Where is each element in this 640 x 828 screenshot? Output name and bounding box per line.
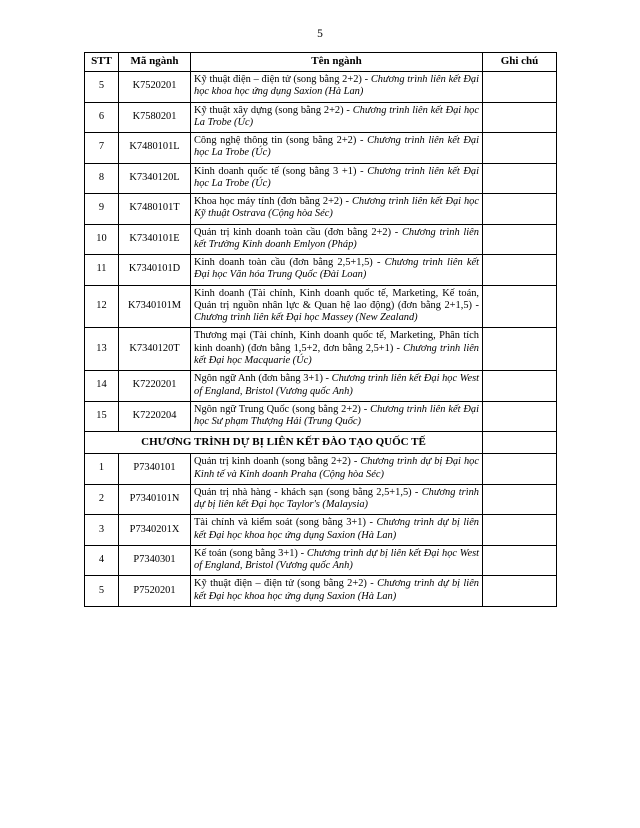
cell-ma-nganh: K7480101T bbox=[119, 194, 191, 225]
table-header-row bbox=[85, 53, 557, 72]
cell-ma-nganh: K7340101E bbox=[119, 224, 191, 255]
cell-ghi-chu bbox=[483, 432, 557, 454]
cell-ghi-chu bbox=[483, 194, 557, 225]
cell-ma-nganh: K7340120T bbox=[119, 328, 191, 371]
major-name-italic: Chương trình liên kết Đại học Sư phạm Thượng Hải (Trung Quốc) bbox=[194, 403, 479, 428]
cell-ghi-chu bbox=[483, 515, 557, 546]
page-number: 5 bbox=[317, 28, 323, 40]
cell-ghi-chu bbox=[483, 224, 557, 255]
major-name-plain: Quản trị nhà hàng - khách sạn (song bằng 2,5+1,5) - bbox=[194, 486, 422, 498]
cell-ten-nganh bbox=[191, 224, 483, 255]
cell-ten-nganh bbox=[191, 515, 483, 546]
cell-stt: 10 bbox=[85, 224, 119, 255]
cell-stt: 15 bbox=[85, 401, 119, 432]
major-name-italic: Chương trình liên kết Đại học Macquarie (Úc) bbox=[194, 342, 480, 367]
cell-ghi-chu bbox=[483, 484, 557, 515]
cell-ten-nganh bbox=[191, 371, 483, 402]
table-row bbox=[85, 102, 557, 133]
table-row bbox=[85, 454, 557, 485]
major-name-plain: Ngôn ngữ Trung Quốc (song bằng 2+2) - bbox=[194, 403, 371, 415]
cell-ten-nganh bbox=[191, 285, 483, 328]
major-name-italic: Chương trình liên kết Đại học khoa học ứng dụng Saxion (Hà Lan) bbox=[194, 73, 480, 98]
cell-ghi-chu bbox=[483, 328, 557, 371]
cell-stt: 7 bbox=[85, 133, 119, 164]
cell-stt: 8 bbox=[85, 163, 119, 194]
cell-ten-nganh bbox=[191, 163, 483, 194]
cell-stt: 4 bbox=[85, 545, 119, 576]
major-name-italic: Chương trình liên kết Đại học La Trobe (Úc) bbox=[194, 135, 479, 159]
cell-ghi-chu bbox=[483, 545, 557, 576]
cell-ten-nganh bbox=[191, 102, 483, 133]
cell-ma-nganh: P7340101 bbox=[119, 454, 191, 485]
cell-ma-nganh: K7520201 bbox=[119, 71, 191, 102]
major-name-italic: Chương trình dự bị liên kết Đại học Taylor's (Malaysia) bbox=[194, 486, 479, 511]
cell-ma-nganh: K7220204 bbox=[119, 401, 191, 432]
cell-stt: 3 bbox=[85, 515, 119, 546]
cell-ma-nganh: P7340201X bbox=[119, 515, 191, 546]
cell-ma-nganh: K7340120L bbox=[119, 163, 191, 194]
table-row bbox=[85, 285, 557, 328]
majors-table bbox=[84, 52, 557, 607]
cell-ten-nganh bbox=[191, 545, 483, 576]
major-name-italic: Chương trình dự bị liên kết Đại học khoa học ứng dụng Saxion (Hà Lan) bbox=[194, 578, 479, 602]
cell-stt: 1 bbox=[85, 454, 119, 485]
cell-stt: 11 bbox=[85, 255, 119, 286]
table-row bbox=[85, 371, 557, 402]
table-row bbox=[85, 545, 557, 576]
column-header-stt: STT bbox=[85, 53, 119, 72]
cell-stt: 5 bbox=[85, 71, 119, 102]
section-title: CHƯƠNG TRÌNH DỰ BỊ LIÊN KẾT ĐÀO TẠO QUỐC TẾ bbox=[85, 432, 483, 454]
major-name-italic: Chương trình liên kết Đại học La Trobe (Úc) bbox=[194, 165, 479, 189]
cell-ma-nganh: K7580201 bbox=[119, 102, 191, 133]
table-row bbox=[85, 71, 557, 102]
table-row bbox=[85, 194, 557, 225]
table-body bbox=[85, 71, 557, 606]
table-row bbox=[85, 133, 557, 164]
major-name-italic: Chương trình dự bị liên kết Đại học khoa học ứng dụng Saxion (Hà Lan) bbox=[194, 517, 479, 541]
major-name-italic: Chương trình liên kết Đại học La Trobe (Úc) bbox=[194, 104, 479, 128]
column-header-ma-nganh: Mã ngành bbox=[119, 53, 191, 72]
cell-ma-nganh: P7340101N bbox=[119, 484, 191, 515]
cell-ghi-chu bbox=[483, 102, 557, 133]
cell-ghi-chu bbox=[483, 401, 557, 432]
major-name-plain: Khoa học máy tính (đơn bằng 2+2) - bbox=[194, 196, 352, 208]
cell-ghi-chu bbox=[483, 255, 557, 286]
cell-ten-nganh bbox=[191, 454, 483, 485]
table-row bbox=[85, 576, 557, 607]
cell-ten-nganh bbox=[191, 328, 483, 371]
cell-ghi-chu bbox=[483, 454, 557, 485]
cell-stt: 13 bbox=[85, 328, 119, 371]
major-name-plain: Kinh doanh toàn cầu (đơn bằng 2,5+1,5) - bbox=[194, 257, 385, 269]
table-row bbox=[85, 163, 557, 194]
cell-stt: 14 bbox=[85, 371, 119, 402]
cell-stt: 12 bbox=[85, 285, 119, 328]
major-name-italic: Chương trình liên kết Đại học Văn hóa Trung Quốc (Đài Loan) bbox=[194, 257, 479, 281]
cell-ten-nganh bbox=[191, 133, 483, 164]
major-name-italic: Chương trình liên kết Trường Kinh doanh Emlyon (Pháp) bbox=[194, 226, 479, 250]
major-name-plain: Tài chính và kiểm soát (song bằng 3+1) - bbox=[194, 517, 377, 529]
cell-ten-nganh bbox=[191, 401, 483, 432]
column-header-ghi-chu: Ghi chú bbox=[483, 53, 557, 72]
column-header-ten-nganh: Tên ngành bbox=[191, 53, 483, 72]
table-row bbox=[85, 515, 557, 546]
cell-stt: 2 bbox=[85, 484, 119, 515]
cell-ma-nganh: K7340101M bbox=[119, 285, 191, 328]
major-name-italic: Chương trình liên kết Đại học Massey (New Zealand) bbox=[194, 312, 418, 324]
major-name-plain: Quản trị kinh doanh toàn cầu (đơn bằng 2+2) - bbox=[194, 226, 402, 238]
cell-ghi-chu bbox=[483, 71, 557, 102]
major-name-plain: Ngôn ngữ Anh (đơn bằng 3+1) - bbox=[194, 373, 332, 385]
table-row bbox=[85, 224, 557, 255]
major-name-italic: Chương trình liên kết Đại học West of England, Bristol (Vương quốc Anh) bbox=[194, 373, 479, 397]
major-name-plain: Thương mại (Tài chính, Kinh doanh quốc tế, Marketing, Phân tích kinh doanh) (đơn bằng 1,5+2, đơn bằng 2,5+1) - bbox=[194, 330, 479, 354]
cell-ten-nganh bbox=[191, 484, 483, 515]
cell-stt: 5 bbox=[85, 576, 119, 607]
cell-stt: 6 bbox=[85, 102, 119, 133]
major-name-plain: Công nghệ thông tin (song bằng 2+2) - bbox=[194, 135, 368, 147]
section-header-row bbox=[85, 432, 557, 454]
cell-ghi-chu bbox=[483, 576, 557, 607]
major-name-italic: Chương trình dự bị Đại học Kinh tế và Kinh doanh Praha (Cộng hòa Séc) bbox=[194, 456, 479, 480]
cell-stt: 9 bbox=[85, 194, 119, 225]
major-name-plain: Kế toán (song bằng 3+1) - bbox=[194, 547, 307, 559]
table-row bbox=[85, 328, 557, 371]
cell-ten-nganh bbox=[191, 194, 483, 225]
major-name-plain: Kỹ thuật xây dựng (song bằng 2+2) - bbox=[194, 104, 353, 116]
cell-ten-nganh bbox=[191, 255, 483, 286]
cell-ma-nganh: P7520201 bbox=[119, 576, 191, 607]
major-name-plain: Kỹ thuật điện – điện tử (song bằng 2+2) - bbox=[194, 578, 378, 590]
cell-ma-nganh: P7340301 bbox=[119, 545, 191, 576]
table-header bbox=[85, 53, 557, 72]
major-name-plain: Quản trị kinh doanh (song bằng 2+2) - bbox=[194, 456, 361, 468]
major-name-plain: Kinh doanh (Tài chính, Kinh doanh quốc tế, Marketing, Kế toán, Quản trị nguồn nhân lực & Quan hệ lao động) (đơn bằng 2+1,5) - bbox=[194, 287, 479, 311]
cell-ghi-chu bbox=[483, 163, 557, 194]
major-name-plain: Kinh doanh quốc tế (song bằng 3 +1) - bbox=[194, 165, 368, 177]
cell-ma-nganh: K7340101D bbox=[119, 255, 191, 286]
major-name-italic: Chương trình liên kết Đại học Kỹ thuật Ostrava (Cộng hòa Séc) bbox=[194, 196, 479, 220]
table-row bbox=[85, 401, 557, 432]
cell-ma-nganh: K7220201 bbox=[119, 371, 191, 402]
table-row bbox=[85, 484, 557, 515]
cell-ma-nganh: K7480101L bbox=[119, 133, 191, 164]
major-name-italic: Chương trình dự bị liên kết Đại học West of England, Bristol (Vương quốc Anh) bbox=[194, 547, 479, 572]
major-name-plain: Kỹ thuật điện – điện tử (song bằng 2+2) - bbox=[194, 73, 371, 85]
table-row bbox=[85, 255, 557, 286]
cell-ghi-chu bbox=[483, 285, 557, 328]
cell-ghi-chu bbox=[483, 133, 557, 164]
cell-ghi-chu bbox=[483, 371, 557, 402]
cell-ten-nganh bbox=[191, 71, 483, 102]
cell-ten-nganh bbox=[191, 576, 483, 607]
